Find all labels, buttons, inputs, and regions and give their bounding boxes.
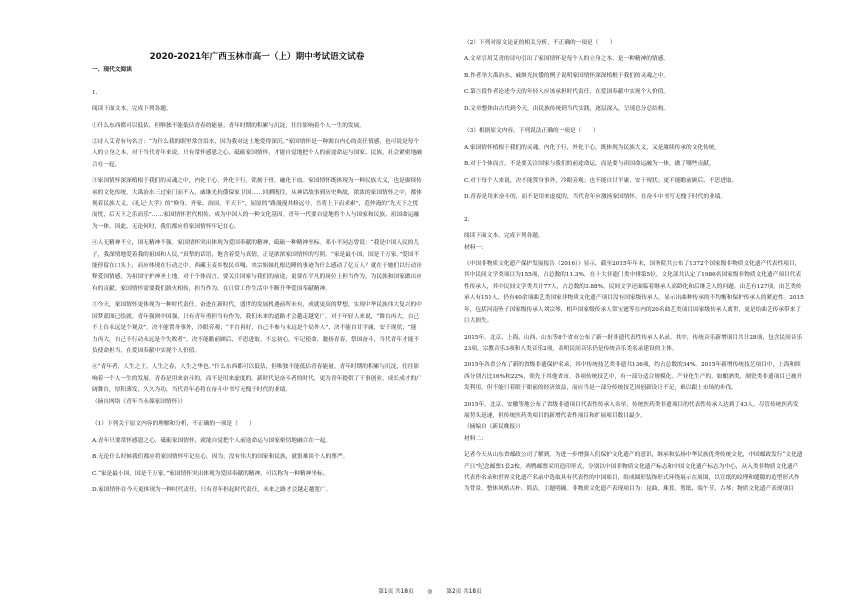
option-a: A.家国情怀植根于我们的灵魂，内化于行，外化于心，既体现为民族大义，又是赓续传承的文化传统。 bbox=[464, 144, 721, 151]
right-column bbox=[464, 38, 804, 496]
section-heading: 一、现代文阅读 bbox=[92, 67, 132, 73]
page-number-right: 第2页 共18页 bbox=[446, 589, 482, 595]
option-b: B.对于个体而言，不是要关注国家与我们的前途命运，而是要与祖国命运融为一体，做了哪些贡献。 bbox=[464, 161, 715, 168]
option-c: C.第⑤段作者论述今天的年轻人应该承担时代责任，在爱国奉献中实现个人价值。 bbox=[464, 89, 670, 96]
left-column bbox=[92, 38, 422, 496]
source-citation: （摘编自《新民晚报》） bbox=[464, 424, 524, 431]
paragraph: ③家国情怀深深植根于我们的灵魂之中，内化于心，外化于行，铭刻于骨，融化于血。家国情怀既体现为一种民族大义，也是赓续传承的文化传统。大禹治水三过家门而不入，戚继光抗倭保家卫国……回溯既往，从神话故事到历史典故，浓浓的家国情怀之中，都体现着民族大义。《礼记·大学》的“修身、齐家、治国、平天下”，屈原的“路漫漫其修远兮，吾将上下而求索”，范仲淹的“先天下之忧而忧，后天下之乐而乐”……家国情怀世代相传，成为中国人的一种文化基因。青年一代要自觉地将个人与国家和民族、祖国命运融为一体。因此，无论何时，我们都应将家国情怀牢记在心。 bbox=[92, 178, 422, 230]
paragraph: ⑤今天，家国情怀更体现为一种时代责任。奋进在新时代，盛世的发展机遇前所未有，成就更高的梦想，实现中华民族伟大复兴的中国梦蓝图已绘就。青年强则中国强，只有青年勇担当有作为，我们未来的道路才会越走越宽广。对于年轻人来说，“舞台再大，自己不上台永远是个观众”，决不能置身事外，冷眼旁观；“平台再好，自己不参与永远是个局外人”，决不能自甘平庸，安于现状；“能力再大，自己不行动永远是个失败者”，决不能瞻前顾后、不思进取。不忘初心，牢记使命，激扬青春，祭国奋斗，当代青年才能不负使命担当，在爱国奉献中实现个人价值。 bbox=[92, 302, 422, 354]
material-paragraph: 记者今天从山东省邮政公司了解到，为进一步增强人们保护文化遗产的意识，继承和弘扬中华民族优秀传统文化，中国邮政发行“文化遗产日”纪念邮票1套2枚。鸡鸭邮票采用造印形式，分别以中国非物质文化遗产标志和中国文化遗产标志为中心，从入类非物质文化遗产代表作名录和世界文化遗产名录中选取具有代表性的中国项目，组成圆形装饰形式环绕展示在周围，以宣纸的纹理和缝隙的造型形式作为背景。整体风格古朴、简洁，主题明确。非物质文化遗产表现项目为：昆曲、珠算、剪纸、端午节、古琴；物质文化遗产表现项目 bbox=[464, 452, 803, 493]
paragraph: ④人无精神不立，国无精神不强。家国情怀突出体现为爱国奉献的精神，砥砺一种精神坐标。邓小平同志曾说：“我是中国人民的儿子，我深情地爱着我的祖国和人民。”真挚的话语，饱含着爱与真情，正是浓浓家国情怀的写照。“家是最小国，国是千万家。”爱国不能停留在口头上，而应体现在行动之中。西藏玉麦乡牧民卓嘎、央宗姐妹扎根边陲的事迹为什么感动了亿万人？就在于她们以行动诠释爱国情感，为祖国守护神圣土地。对于个体而言，要关注国家与我们的前途，更要在平凡的岗位上担当作为，为民族和国家做出应有的贡献。家国情怀需要我们薪火相传，担当作为。在日常工作生活中不断升华爱国奉献精神。 bbox=[92, 240, 422, 292]
material-paragraph: 2015年，北京、上海、山西、山东等8个省市公布了新一批非遗代表性传承人名录。其中，传统音乐新增项目共计28项，包含民间音乐23项、宗教音乐3项和人类音乐2项，表明民间音乐仍是传统音乐类名录建设的主体。 bbox=[464, 334, 803, 352]
option-c: C.对于每个人来说，决不能置身事外，冷眼旁观；也不能自甘平庸、安于现状；更不能瞻前顾后、不思进取。 bbox=[464, 177, 738, 184]
question-number: 1. bbox=[92, 89, 98, 96]
material-paragraph: 2015年各省公布了新的省级非遗保护名录，其中传统技艺类非遗共136项，约占总数的34%。2015年新增传统技艺项目中，上海和陕西分别占比16%和22%，领先于其他省市。各项传统技艺中，有一部分适合规模化、产业化生产的，如酿酒类、制瓷类非遗项目已被开发利用，但不能只着眼于眼前的经济效益，而应当是一部分传统技艺因创新设计不足，难以跟上市场的步伐。 bbox=[464, 362, 803, 392]
option-a: A.文章引用艾青的诗句引出了家国情怀是每个人的立身之本，是一种精神的情感。 bbox=[464, 56, 669, 63]
material-paragraph: 2015年，北京、安徽等地公布了省级非遗项目代表性传承人名单，传统医药类非遗项目的代表性传承人达到了43人。尽管传统医药发展势头迅速，但传统医药类项目的新增代表性项目和扩展项目数目最少。 bbox=[464, 401, 799, 419]
option-b: B.作者举大禹治水、戚继光抗倭的例子说明家国情怀深深植根于我们的灵魂之中。 bbox=[464, 72, 670, 79]
page-separator: ◎ bbox=[427, 589, 433, 595]
option-d: D.文章整体由古代到今天，由民族传统到当代实践，逐层深入，呈现总分总结构。 bbox=[464, 105, 670, 112]
reading-instruction: 阅读下面文本，完成下列各题。 bbox=[464, 233, 544, 240]
option-d: D.家国情怀在今天更体现为一种时代责任，只有青年担起时代责任，未来之路才会越走越宽广。 bbox=[92, 486, 332, 493]
question-stem: （1）下列关于原文内容的理解和分析，不正确的一项是（ ） bbox=[92, 421, 255, 428]
question-stem: （2）下列对原文论证的相关分析，不正确的一项是（ ） bbox=[464, 40, 616, 46]
paragraph: ⑥“青年者，人生之王，人生之春，人生之华也。”什么东西都可以低估，但唯独不能低估青春能量。青年时期的积累与沉淀，往往影响着一个人一生的发展。青春是用来奋斗的，而不是用来虚度的。新时代是奋斗者的时代，更为青年提供了干事创业、成长成才的广阔舞台，厚积薄发、久久为功，当代青年必将在奋斗中书写无愧于时代的业绩。 bbox=[92, 364, 422, 394]
material-label: 材料一： bbox=[464, 244, 487, 251]
material-label: 材料二： bbox=[464, 435, 487, 442]
option-d: D.青春是用来奋斗的，而不是用来虚度的，当代青年应激扬家国情怀，在奋斗中书写无愧于时代的业绩。 bbox=[464, 194, 727, 201]
option-c: C.“家是最小国，国是千万家。”家国情怀突出体现为爱国奉献的精神，可以称为一种精神坐标。 bbox=[92, 470, 329, 477]
option-b: B.无论什么时候我们都应将家国情怀牢记在心，因为，没有伟大的国家和民族，就很难谈个人的尊严。 bbox=[92, 454, 349, 461]
option-a: A.青年只要常怀感恩之心，砥砺家国情怀，就能自觉把个人前途命运与国家密切地融合在一起。 bbox=[92, 437, 332, 444]
question-stem: （3）根据原文内容，下列说法正确的一项是（ ） bbox=[464, 128, 599, 135]
paragraph: ①什么东西都可以低估，但唯独不能低估青春的能量；青年时期的积累与沉淀，往往影响着个人一生的发展。 bbox=[92, 122, 365, 129]
page-number-left: 第1页 共18页 bbox=[378, 589, 414, 595]
document-title: 2020-2021年广西玉林市高一（上）期中考试语文试卷 bbox=[149, 52, 365, 62]
material-paragraph: 《中国非物质文化遗产保护发展报告（2016）》显示，截至2015年年末，国务院共公布了1372个国家级非物质文化遗产代表性项目，其中民间文学类项目为155项，占总数的11.3%。在十大非遗门类中排第5位。文化部共认定了1986名国家级非物质文化遗产项目代表性传承人，其中民间文学类共计77人，占总数的3.88%。民间文学还面临着继承人高龄化和后继乏人的问题。由艺有127项，由艺类传承人有151人，仍有40余项曲艺类国家非物质文化遗产项目没有国家级传承人。显示出曲种传承的不均衡和保护传承人的紧迫性。2015年，包括河南坠子国家级传承人刘宗琴、相声国家级传承人常宝霆等在内的20名曲艺类项目国家级传承人离世，更是给曲艺传承带来了巨大损失。 bbox=[464, 261, 804, 325]
paragraph: ②诗人艾青有句名言：“为什么我的眼里常含泪水，因为我对这土地爱得深沉。”家国情怀是一种源自内心的责任情感，也可说是每个人的立身之本。对于当代青年来说，只有常怀感恩之心、砥砺家国情怀，才能自觉地把个人的前途命运与国家、民族、社会紧密地融合在一起。 bbox=[92, 139, 422, 168]
question-number: 2. bbox=[464, 216, 470, 223]
page-footer bbox=[0, 586, 860, 595]
source-citation: （摘自网络《青年当永葆家国情怀》） bbox=[92, 398, 186, 405]
reading-instruction: 阅读下面文本，完成下列各题。 bbox=[92, 106, 172, 113]
